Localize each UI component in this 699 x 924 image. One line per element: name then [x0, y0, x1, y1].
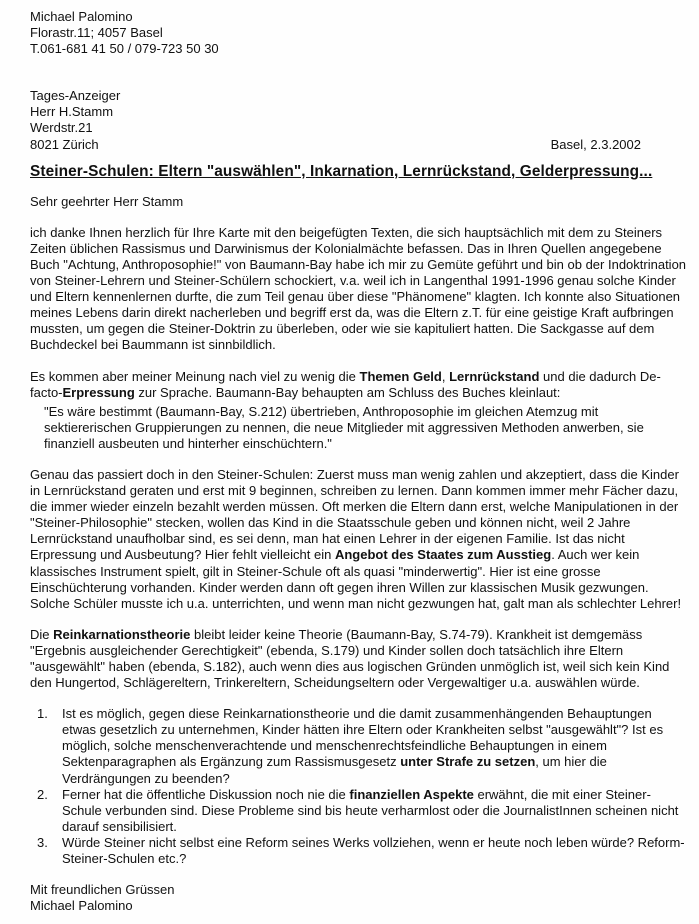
text-run: ich danke Ihnen herzlich für Ihre Karte mit den beigefügten Texten, die sich hauptsächlich mit dem zu Steiners Zeiten üblichen Rassismus und Darwinismus der Kolonialmächte befassen. Das in Ihren Quellen angegebene Buch "Achtung, Anthroposophie!" von Baumann-Bay habe ich mir zu Gemüte geführt und bin ob der Indoktrination von Steiner-Lehrern und Steiner-Schülern schockiert, v.a. weil ich in Langenthal 1991-1996 genau solche Kinder und Eltern kennenlernen durfte, die zum Teil genau über diese "Phänomene" klagten. Ich konnte also Situationen meines Lebens darin direkt nacherleben und begriff erst da, was die Eltern z.T. für eine geistige Kraft aufbringen mussten, um gegen die Steiner-Doktrin zu überleben, oder wie sie kapituliert hatten. Die Sackgasse auf dem Buchdeckel bei Baummann ist sinnbildlich.	[30, 224, 687, 353]
sender-address-line: Florastr.11; 4057 Basel	[30, 25, 163, 41]
paragraph	[30, 369, 689, 401]
text-run: zur Sprache. Baumann-Bay behaupten am Schluss des Buches kleinlaut:	[134, 384, 561, 400]
text-run: Genau das passiert doch in den Steiner-Schulen: Zuerst muss man wenig zahlen und akzeptiert, dass die Kinder in Lernrückstand geraten und erst mit 9 beginnen, schreiben zu lernen. Dann kommen immer mehr Fächer dazu, die immer wieder einzeln bezahlt werden müssen. Oft merken die Eltern dann erst, welche Manipulationen in der "Steiner-Philosophie" stecken, wollen das Kind in die Staatsschule geben und können nicht, weil 2 Jahre Lernrückstand unaufholbar sind, es sei denn, man hat einen Lehrer in der eigenen Familie. Ist das nicht Erpressung und Ausbeutung? Hier fehlt vielleicht ein	[30, 466, 679, 563]
list-item-text	[62, 706, 689, 786]
questions-list	[30, 706, 689, 867]
recipient-address-line: Herr H.Stamm	[30, 104, 114, 120]
bold-text-run: finanziellen Aspekte	[349, 786, 474, 802]
text-run: erwähnt, die mit einer Steiner-Schule verbunden sind. Diese Probleme sind bis heute verharmlost oder die JournalistInnen scheinen nicht darauf sensibilisiert.	[62, 786, 679, 834]
text-run: ,	[441, 368, 450, 384]
quoted-passage	[44, 404, 689, 452]
recipient-address-line: Werdstr.21	[30, 120, 93, 136]
list-item-text	[62, 787, 689, 835]
recipient-block	[30, 88, 689, 152]
closing-line: Mit freundlichen Grüssen	[30, 882, 175, 898]
bold-text-run: Themen Geld	[359, 368, 442, 384]
recipient-address-line: 8021 Zürich	[30, 136, 99, 152]
text-run: bleibt leider keine Theorie (Baumann-Bay, S.74-79). Krankheit ist demgemäss "Ergebnis ausgleichender Gerechtigkeit" (ebenda, S.179) und Kinder sollen doch tatsächlich ihre Eltern "ausgewählt" haben (ebenda, S.182), auch wenn dies aus logischen Gründen unmöglich ist, weil sich kein Kind den Hungertod, Schlägereltern, Trinkereltern, Scheidungseltern oder Vergewaltiger u.a. auswählen würde.	[30, 626, 670, 691]
letter-body	[30, 225, 689, 691]
text-run: "Es wäre bestimmt (Baumann-Bay, S.212) übertrieben, Anthroposophie im gleichen Atemzug mit sektiererischen Gruppierungen zu nennen, die neue Mitglieder mit aggressiven Methoden anwerben, sie finanziell ausbeuten und hinterher einschüchtern."	[44, 403, 644, 451]
bold-text-run: Lernrückstand	[449, 368, 540, 384]
sender-address-line: T.061-681 41 50 / 079-723 50 30	[30, 41, 219, 57]
closing-line: Michael Palomino	[30, 898, 133, 914]
list-item	[30, 706, 689, 786]
text-run: , um hier die Verdrängungen zu beenden?	[62, 754, 607, 786]
list-item-text	[62, 835, 689, 867]
paragraph	[30, 627, 689, 691]
letter-subject: Steiner-Schulen: Eltern "auswählen", Inkarnation, Lernrückstand, Gelderpressung...	[30, 162, 653, 180]
text-run: Würde Steiner nicht selbst eine Reform seines Werks vollziehen, wenn er heute noch leben würde? Reform-Steiner-Schulen etc.?	[62, 834, 685, 867]
paragraph	[30, 467, 689, 612]
text-run: Ist es möglich, gegen diese Reinkarnationstheorie und die damit zusammenhängenden Behauptungen etwas gesetzlich zu unternehmen, Kinder hätten ihre Eltern oder Krankheiten selbst "ausgewählt"? Ist es möglich, solche menschenverachtende und menschenrechtsfeindliche Behauptungen in einem Sektenparagraphen als Ergänzung zum Rassismusgesetz	[62, 706, 664, 770]
list-item	[30, 787, 689, 835]
bold-text-run: Erpressung	[62, 384, 135, 400]
list-item	[30, 835, 689, 867]
text-run: Es kommen aber meiner Meinung nach viel zu wenig die	[30, 368, 360, 384]
sender-address-line: Michael Palomino	[30, 9, 133, 24]
list-item-number: 2.	[37, 786, 48, 802]
closing-block	[30, 882, 689, 914]
text-run: Ferner hat die öffentliche Diskussion noch nie die	[62, 786, 350, 802]
recipient-address-line: Tages-Anzeiger	[30, 88, 121, 104]
text-run: . Auch wer kein klassisches Instrument spielt, gilt in Steiner-Schule oft als quasi "minderwertig". Hier ist eine grosse Einschüchterung vorhanden. Kinder werden dann oft gegen ihren Willen zur klassischen Musik gezwungen. Solche Schüler musste ich u.a. unterrichten, und wenn man nicht gezwungen hat, galt man als schlechter Lehrer!	[30, 547, 682, 611]
bold-text-run: Reinkarnationstheorie	[53, 626, 191, 642]
list-item-number: 3.	[37, 834, 48, 850]
sender-address	[30, 9, 689, 57]
letter-date: Basel, 2.3.2002	[550, 136, 641, 152]
bold-text-run: Angebot des Staates zum Ausstieg	[334, 547, 552, 563]
salutation: Sehr geehrter Herr Stamm	[30, 193, 184, 209]
bold-text-run: unter Strafe zu setzen	[400, 754, 536, 770]
text-run: und die dadurch De-facto-	[30, 368, 661, 400]
paragraph	[30, 225, 689, 354]
list-item-number: 1.	[37, 706, 48, 722]
text-run: Die	[30, 626, 54, 642]
